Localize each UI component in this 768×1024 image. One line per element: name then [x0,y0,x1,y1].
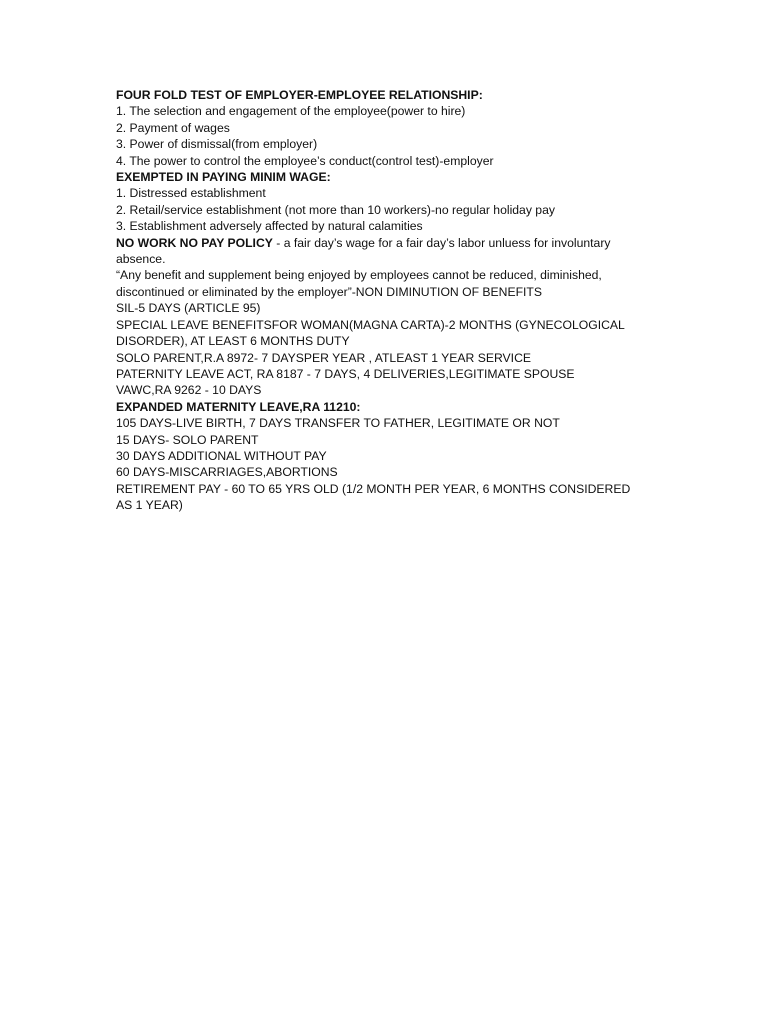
four-fold-item-2: 2. Payment of wages [116,120,230,135]
four-fold-item-3: 3. Power of dismissal(from employer) [116,137,318,152]
maternity-item-1: 105 DAYS-LIVE BIRTH, 7 DAYS TRANSFER TO FATHER, LEGITIMATE OR NOT [116,416,560,431]
maternity-item-4: 60 DAYS-MISCARRIAGES,ABORTIONS [116,465,338,480]
four-fold-heading: FOUR FOLD TEST OF EMPLOYER-EMPLOYEE RELATIONSHIP: [116,88,483,102]
no-work-no-pay-paragraph [116,235,646,268]
maternity-item-2: 15 DAYS- SOLO PARENT [116,432,259,447]
non-diminution-paragraph: “Any benefit and supplement being enjoyed by employees cannot be reduced, diminished, discontinued or eliminated by the employer”-NON DIMINUTION OF BENEFITS [116,268,602,299]
benefit-paternity-leave: PATERNITY LEAVE ACT, RA 8187 - 7 DAYS, 4 DELIVERIES,LEGITIMATE SPOUSE [116,366,575,381]
benefit-vawc: VAWC,RA 9262 - 10 DAYS [116,383,262,398]
exempted-item-1: 1. Distressed establishment [116,186,266,201]
retirement-pay: RETIREMENT PAY - 60 TO 65 YRS OLD (1/2 MONTH PER YEAR, 6 MONTHS CONSIDERED AS 1 YEAR) [116,481,631,513]
benefit-sil: SIL-5 DAYS (ARTICLE 95) [116,301,261,316]
four-fold-item-4: 4. The power to control the employee’s conduct(control test)-employer [116,153,494,168]
exempted-heading: EXEMPTED IN PAYING MINIM WAGE: [116,170,331,185]
document-page [116,87,646,514]
exempted-item-2: 2. Retail/service establishment (not more than 10 workers)-no regular holiday pay [116,202,555,217]
benefit-special-leave: SPECIAL LEAVE BENEFITSFOR WOMAN(MAGNA CARTA)-2 MONTHS (GYNECOLOGICAL DISORDER), AT LEAST 6 MONTHS DUTY [116,317,625,349]
benefit-solo-parent: SOLO PARENT,R.A 8972- 7 DAYSPER YEAR , ATLEAST 1 YEAR SERVICE [116,350,531,365]
no-work-no-pay-label: NO WORK NO PAY POLICY [116,235,273,250]
exempted-item-3: 3. Establishment adversely affected by natural calamities [116,219,423,234]
four-fold-item-1: 1. The selection and engagement of the employee(power to hire) [116,104,466,119]
maternity-item-3: 30 DAYS ADDITIONAL WITHOUT PAY [116,448,327,463]
maternity-heading: EXPANDED MATERNITY LEAVE,RA 11210: [116,399,361,414]
no-work-no-pay-text: - a fair day’s wage for a fair day’s labor unluess for involuntary absence. [116,235,611,267]
